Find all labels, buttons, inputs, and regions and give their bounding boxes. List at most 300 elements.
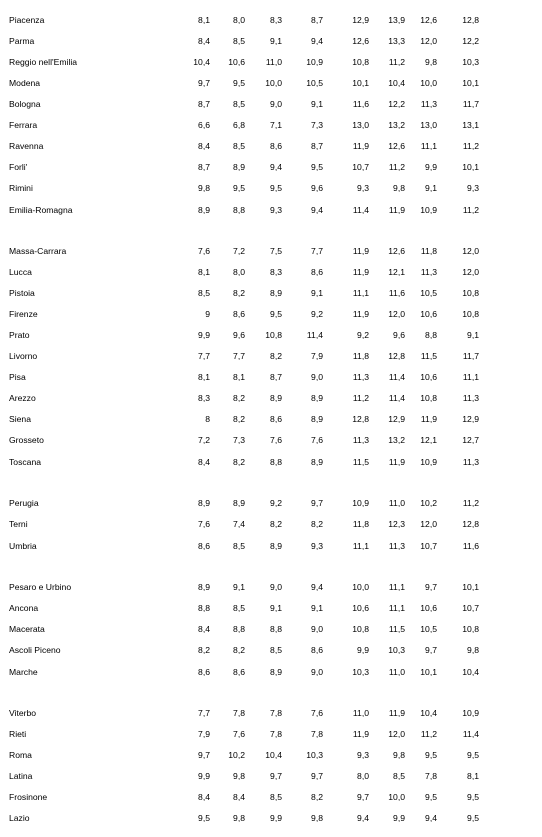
value-cell: 8,9	[233, 162, 245, 172]
value-cell: 8,9	[311, 393, 323, 403]
table-row	[0, 580, 542, 594]
value-cell: 10,5	[306, 78, 323, 88]
value-cell: 9,5	[425, 792, 437, 802]
value-cell: 10,3	[306, 750, 323, 760]
value-cell: 8,2	[233, 414, 245, 424]
value-cell: 9,1	[270, 36, 282, 46]
value-cell: 8,8	[233, 205, 245, 215]
table-row	[0, 601, 542, 615]
value-cell: 8,4	[198, 36, 210, 46]
value-cell: 9,0	[311, 624, 323, 634]
value-cell: 11,0	[388, 667, 405, 677]
value-cell: 11,9	[352, 246, 369, 256]
value-cell: 8,3	[270, 15, 282, 25]
value-cell: 7,6	[198, 246, 210, 256]
value-cell: 11,9	[420, 414, 437, 424]
table-row	[0, 307, 542, 321]
value-cell: 8,1	[467, 771, 479, 781]
value-cell: 12,2	[462, 36, 479, 46]
value-cell: 13,0	[352, 120, 369, 130]
value-cell: 8,7	[198, 162, 210, 172]
value-cell: 11,3	[462, 393, 479, 403]
value-cell: 10,2	[228, 750, 245, 760]
value-cell: 7,4	[233, 519, 245, 529]
table-row	[0, 328, 542, 342]
value-cell: 8	[205, 414, 210, 424]
value-cell: 11,2	[388, 57, 405, 67]
value-cell: 8,5	[270, 645, 282, 655]
value-cell: 9,1	[425, 183, 437, 193]
value-cell: 10,9	[420, 205, 437, 215]
value-cell: 12,7	[462, 435, 479, 445]
value-cell: 10,1	[352, 78, 369, 88]
value-cell: 8,0	[233, 15, 245, 25]
row-label: Pisa	[9, 372, 26, 382]
value-cell: 9,8	[393, 750, 405, 760]
value-cell: 9,0	[311, 667, 323, 677]
value-cell: 11,2	[352, 393, 369, 403]
table-row	[0, 539, 542, 553]
value-cell: 11,1	[388, 603, 405, 613]
table-row	[0, 727, 542, 741]
value-cell: 7,7	[198, 708, 210, 718]
value-cell: 9,2	[270, 498, 282, 508]
value-cell: 13,1	[462, 120, 479, 130]
table-row	[0, 769, 542, 783]
value-cell: 8,9	[270, 667, 282, 677]
row-label: Latina	[9, 771, 33, 781]
value-cell: 9,7	[311, 498, 323, 508]
value-cell: 8,7	[270, 372, 282, 382]
row-label: Livorno	[9, 351, 38, 361]
table-row	[0, 391, 542, 405]
value-cell: 10,8	[265, 330, 282, 340]
value-cell: 10,1	[420, 667, 437, 677]
value-cell: 10,1	[462, 78, 479, 88]
value-cell: 8,8	[198, 603, 210, 613]
value-cell: 9,2	[311, 309, 323, 319]
row-label: Toscana	[9, 457, 42, 467]
table-row	[0, 244, 542, 258]
value-cell: 10,4	[265, 750, 282, 760]
row-label: Umbria	[9, 541, 37, 551]
row-label: Pesaro e Urbino	[9, 582, 72, 592]
value-cell: 9,8	[198, 183, 210, 193]
value-cell: 6,8	[233, 120, 245, 130]
value-cell: 10,6	[420, 372, 437, 382]
row-label: Marche	[9, 667, 38, 677]
value-cell: 8,2	[270, 351, 282, 361]
value-cell: 8,6	[198, 541, 210, 551]
row-label: Lucca	[9, 267, 32, 277]
value-cell: 10,3	[352, 667, 369, 677]
value-cell: 11,4	[352, 205, 369, 215]
value-cell: 8,2	[233, 457, 245, 467]
table-row	[0, 160, 542, 174]
value-cell: 11,3	[352, 435, 369, 445]
table-row	[0, 643, 542, 657]
value-cell: 8,2	[311, 519, 323, 529]
table-row	[0, 55, 542, 69]
row-label: Piacenza	[9, 15, 45, 25]
value-cell: 11,9	[388, 205, 405, 215]
value-cell: 8,9	[270, 288, 282, 298]
table-row	[0, 34, 542, 48]
value-cell: 9,3	[357, 750, 369, 760]
value-cell: 10,6	[420, 603, 437, 613]
value-cell: 10,0	[265, 78, 282, 88]
value-cell: 7,6	[270, 435, 282, 445]
table-row	[0, 139, 542, 153]
value-cell: 12,6	[352, 36, 369, 46]
value-cell: 11,4	[306, 330, 323, 340]
row-label: Frosinone	[9, 792, 48, 802]
value-cell: 9,4	[357, 813, 369, 823]
value-cell: 7,7	[311, 246, 323, 256]
value-cell: 9,3	[467, 183, 479, 193]
value-cell: 10,8	[462, 288, 479, 298]
row-label: Macerata	[9, 624, 45, 634]
value-cell: 8,5	[233, 603, 245, 613]
value-cell: 13,0	[420, 120, 437, 130]
value-cell: 9,5	[467, 792, 479, 802]
row-label: Rieti	[9, 729, 27, 739]
value-cell: 12,0	[462, 267, 479, 277]
value-cell: 10,1	[462, 582, 479, 592]
value-cell: 8,2	[233, 645, 245, 655]
row-label: Modena	[9, 78, 41, 88]
value-cell: 10,4	[462, 667, 479, 677]
value-cell: 8,6	[233, 667, 245, 677]
value-cell: 11,3	[420, 267, 437, 277]
value-cell: 7,3	[233, 435, 245, 445]
value-cell: 8,8	[270, 457, 282, 467]
value-cell: 8,5	[393, 771, 405, 781]
row-label: Ancona	[9, 603, 39, 613]
value-cell: 13,2	[388, 435, 405, 445]
value-cell: 12,9	[462, 414, 479, 424]
value-cell: 7,7	[198, 351, 210, 361]
value-cell: 9,6	[311, 183, 323, 193]
table-row	[0, 622, 542, 636]
value-cell: 9,4	[311, 205, 323, 215]
value-cell: 11,6	[462, 541, 479, 551]
value-cell: 8,4	[198, 141, 210, 151]
value-cell: 11,6	[352, 99, 369, 109]
value-cell: 10,1	[462, 162, 479, 172]
table-row	[0, 97, 542, 111]
value-cell: 10,6	[352, 603, 369, 613]
value-cell: 9,7	[425, 582, 437, 592]
value-cell: 11,1	[388, 582, 405, 592]
value-cell: 8,6	[311, 267, 323, 277]
row-label: Massa-Carrara	[9, 246, 67, 256]
row-label: Ferrara	[9, 120, 38, 130]
value-cell: 11,3	[462, 457, 479, 467]
value-cell: 12,8	[388, 351, 405, 361]
value-cell: 11,8	[420, 246, 437, 256]
row-label: Reggio nell'Emilia	[9, 57, 78, 67]
table-row	[0, 286, 542, 300]
value-cell: 9,7	[425, 645, 437, 655]
value-cell: 9,9	[357, 645, 369, 655]
value-cell: 8,8	[270, 624, 282, 634]
value-cell: 10,5	[420, 624, 437, 634]
value-cell: 8,7	[198, 99, 210, 109]
value-cell: 12,8	[462, 519, 479, 529]
value-cell: 9,9	[425, 162, 437, 172]
value-cell: 9,5	[311, 162, 323, 172]
value-cell: 11,4	[388, 393, 405, 403]
value-cell: 11,1	[352, 288, 369, 298]
row-label: Pistoia	[9, 288, 35, 298]
value-cell: 11,2	[462, 141, 479, 151]
value-cell: 11,2	[420, 729, 437, 739]
table-row	[0, 349, 542, 363]
value-cell: 11,4	[462, 729, 479, 739]
row-label: Siena	[9, 414, 31, 424]
value-cell: 9,1	[311, 288, 323, 298]
value-cell: 9,3	[311, 541, 323, 551]
value-cell: 9,5	[467, 750, 479, 760]
value-cell: 10,3	[462, 57, 479, 67]
value-cell: 8,5	[270, 792, 282, 802]
value-cell: 10,0	[388, 792, 405, 802]
table-row	[0, 665, 542, 679]
table-row	[0, 118, 542, 132]
value-cell: 10,6	[228, 57, 245, 67]
value-cell: 8,1	[198, 372, 210, 382]
row-label: Bologna	[9, 99, 41, 109]
value-cell: 7,6	[233, 729, 245, 739]
value-cell: 9,7	[270, 771, 282, 781]
value-cell: 11,8	[352, 519, 369, 529]
value-cell: 9,5	[270, 183, 282, 193]
value-cell: 7,8	[270, 708, 282, 718]
value-cell: 9,4	[311, 36, 323, 46]
value-cell: 9,9	[198, 771, 210, 781]
value-cell: 11,3	[352, 372, 369, 382]
value-cell: 11,9	[352, 267, 369, 277]
value-cell: 9,7	[311, 771, 323, 781]
row-label: Grosseto	[9, 435, 44, 445]
value-cell: 8,2	[270, 519, 282, 529]
value-cell: 7,8	[311, 729, 323, 739]
value-cell: 7,9	[198, 729, 210, 739]
row-label: Prato	[9, 330, 30, 340]
row-label: Parma	[9, 36, 35, 46]
value-cell: 11,3	[420, 99, 437, 109]
value-cell: 11,9	[352, 729, 369, 739]
value-cell: 8,6	[270, 141, 282, 151]
value-cell: 12,9	[388, 414, 405, 424]
table-row	[0, 76, 542, 90]
value-cell: 9,4	[270, 162, 282, 172]
value-cell: 8,6	[270, 414, 282, 424]
row-label: Terni	[9, 519, 28, 529]
row-label: Arezzo	[9, 393, 36, 403]
value-cell: 8,5	[198, 288, 210, 298]
value-cell: 9,1	[233, 582, 245, 592]
value-cell: 7,2	[233, 246, 245, 256]
value-cell: 7,6	[311, 435, 323, 445]
value-cell: 12,3	[388, 519, 405, 529]
row-label: Rimini	[9, 183, 33, 193]
value-cell: 13,2	[388, 120, 405, 130]
row-label: Viterbo	[9, 708, 37, 718]
value-cell: 8,2	[198, 645, 210, 655]
value-cell: 10,9	[306, 57, 323, 67]
value-cell: 11,6	[388, 288, 405, 298]
table-row	[0, 265, 542, 279]
value-cell: 11,1	[420, 141, 437, 151]
value-cell: 9,6	[393, 330, 405, 340]
value-cell: 11,9	[352, 309, 369, 319]
row-label: Emilia-Romagna	[9, 205, 73, 215]
value-cell: 9,8	[233, 813, 245, 823]
row-label: Ascoli Piceno	[9, 645, 61, 655]
value-cell: 8,0	[233, 267, 245, 277]
row-label: Ravenna	[9, 141, 44, 151]
value-cell: 8,9	[198, 498, 210, 508]
value-cell: 7,5	[270, 246, 282, 256]
value-cell: 11,1	[352, 541, 369, 551]
row-label: Perugia	[9, 498, 39, 508]
value-cell: 11,5	[352, 457, 369, 467]
value-cell: 8,6	[198, 667, 210, 677]
value-cell: 9,0	[270, 99, 282, 109]
value-cell: 10,9	[420, 457, 437, 467]
table-row	[0, 706, 542, 720]
value-cell: 7,1	[270, 120, 282, 130]
value-cell: 10,8	[352, 624, 369, 634]
value-cell: 10,8	[462, 309, 479, 319]
value-cell: 7,9	[311, 351, 323, 361]
value-cell: 9,0	[311, 372, 323, 382]
value-cell: 9,8	[311, 813, 323, 823]
value-cell: 9,8	[233, 771, 245, 781]
value-cell: 11,9	[352, 141, 369, 151]
value-cell: 9,9	[270, 813, 282, 823]
value-cell: 9,1	[311, 603, 323, 613]
row-label: Forli'	[9, 162, 28, 172]
value-cell: 7,7	[233, 351, 245, 361]
value-cell: 12,0	[388, 309, 405, 319]
value-cell: 7,6	[311, 708, 323, 718]
value-cell: 8,8	[233, 624, 245, 634]
value-cell: 11,2	[388, 162, 405, 172]
value-cell: 8,9	[198, 582, 210, 592]
value-cell: 12,0	[420, 36, 437, 46]
table-row	[0, 517, 542, 531]
value-cell: 12,8	[352, 414, 369, 424]
value-cell: 10,7	[420, 541, 437, 551]
value-cell: 8,2	[233, 288, 245, 298]
value-cell: 8,9	[311, 414, 323, 424]
value-cell: 10,8	[462, 624, 479, 634]
value-cell: 12,1	[420, 435, 437, 445]
value-cell: 7,3	[311, 120, 323, 130]
value-cell: 8,9	[311, 457, 323, 467]
value-cell: 7,8	[425, 771, 437, 781]
value-cell: 10,4	[388, 78, 405, 88]
value-cell: 12,0	[462, 246, 479, 256]
value-cell: 9,8	[393, 183, 405, 193]
value-cell: 10,3	[388, 645, 405, 655]
value-cell: 10,4	[193, 57, 210, 67]
value-cell: 9,9	[198, 330, 210, 340]
value-cell: 12,9	[352, 15, 369, 25]
value-cell: 12,2	[388, 99, 405, 109]
value-cell: 11,2	[462, 498, 479, 508]
value-cell: 9,1	[467, 330, 479, 340]
value-cell: 10,8	[352, 57, 369, 67]
value-cell: 10,5	[420, 288, 437, 298]
value-cell: 8,4	[233, 792, 245, 802]
value-cell: 11,0	[352, 708, 369, 718]
value-cell: 8,2	[233, 393, 245, 403]
value-cell: 9,8	[467, 645, 479, 655]
value-cell: 10,4	[420, 708, 437, 718]
value-cell: 10,7	[462, 603, 479, 613]
table-row	[0, 181, 542, 195]
value-cell: 10,2	[420, 498, 437, 508]
value-cell: 13,3	[388, 36, 405, 46]
value-cell: 9,5	[270, 309, 282, 319]
value-cell: 11,5	[420, 351, 437, 361]
value-cell: 9,7	[198, 750, 210, 760]
row-label: Lazio	[9, 813, 30, 823]
row-label: Roma	[9, 750, 32, 760]
value-cell: 10,9	[462, 708, 479, 718]
value-cell: 8,5	[233, 99, 245, 109]
table-row	[0, 370, 542, 384]
value-cell: 10,9	[352, 498, 369, 508]
value-cell: 12,0	[420, 519, 437, 529]
value-cell: 11,8	[352, 351, 369, 361]
value-cell: 11,4	[388, 372, 405, 382]
value-cell: 8,5	[233, 141, 245, 151]
value-cell: 11,5	[388, 624, 405, 634]
value-cell: 6,6	[198, 120, 210, 130]
value-cell: 8,6	[233, 309, 245, 319]
value-cell: 7,8	[270, 729, 282, 739]
value-cell: 8,2	[311, 792, 323, 802]
value-cell: 8,9	[198, 205, 210, 215]
value-cell: 9,5	[233, 78, 245, 88]
value-cell: 11,0	[265, 57, 282, 67]
value-cell: 11,1	[462, 372, 479, 382]
value-cell: 12,0	[388, 729, 405, 739]
value-cell: 9,7	[198, 78, 210, 88]
value-cell: 8,8	[425, 330, 437, 340]
value-cell: 9,1	[311, 99, 323, 109]
value-cell: 8,4	[198, 792, 210, 802]
table-row	[0, 496, 542, 510]
value-cell: 10,0	[420, 78, 437, 88]
value-cell: 10,8	[420, 393, 437, 403]
table-row	[0, 203, 542, 217]
value-cell: 9,8	[425, 57, 437, 67]
value-cell: 8,7	[311, 141, 323, 151]
value-cell: 8,3	[270, 267, 282, 277]
value-cell: 11,7	[462, 99, 479, 109]
value-cell: 7,8	[233, 708, 245, 718]
value-cell: 12,6	[420, 15, 437, 25]
value-cell: 9,4	[311, 582, 323, 592]
value-cell: 12,6	[388, 141, 405, 151]
value-cell: 10,0	[352, 582, 369, 592]
